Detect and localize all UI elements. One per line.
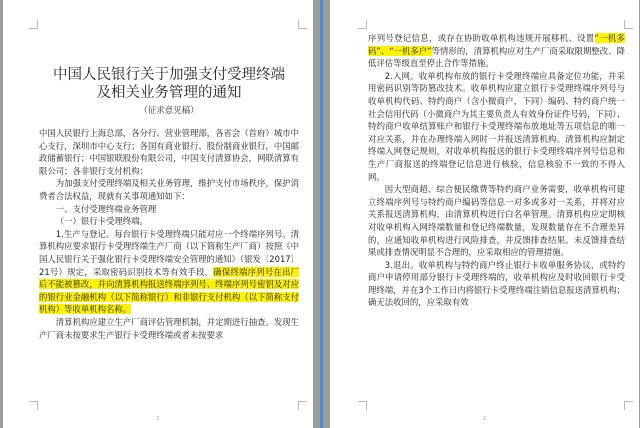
margin-corner-mark: [298, 401, 307, 410]
title-line-2: 及相关业务管理的通知: [96, 85, 242, 101]
paragraph-text: 序列号登记信息，或存在协助收单机构违规开展移机、设置: [368, 33, 595, 43]
body-paragraph-production: [39, 228, 299, 316]
body-paragraph-evaluation: 清算机构应建立生产厂商评估管理机制，并定期进行抽查。发现生产厂商未按要求生产银行卡受理终端或者未按要求: [39, 316, 299, 340]
margin-corner-mark: [358, 401, 367, 410]
document-title: [39, 66, 299, 102]
page-number: 2: [482, 416, 487, 422]
margin-corner-mark: [358, 20, 367, 29]
recipients-paragraph: 中国人民银行上海总部，各分行、营业管理部，各省会（首府）城市中心支行，深圳市中心支行；各国有商业银行、股份制商业银行，中国邮政储蓄银行；中国银联股份有限公司，中国支付清算协会，网联清算有限公司；各非银行支付机构：: [39, 128, 299, 176]
document-subtitle: （征求意见稿）: [139, 106, 199, 116]
document-page-2: [330, 0, 639, 428]
margin-corner-mark: [29, 20, 38, 29]
body-paragraph-whitelist: 因大型商超、综合便民缴费等特约商户业务需要，收单机构可建立终端序列号与特约商户编码等信息一对多或多对一关系，并将对应关系报送清算机构，由清算机构进行白名单管理。清算机构应定期核对收单机构入网终端数量和登记终端数量，发现数量存在不合理差异的，应通知收单机构进行风险排查，并反馈排查结果。未反馈排查结果或排查情况明显不合理的，应采取相应的管理措施。: [368, 184, 625, 258]
intro-paragraph: 为加强支付受理终端及相关业务管理，维护支付市场秩序，保护消费者合法权益，现就有关事项通知如下：: [39, 178, 299, 201]
margin-corner-mark: [29, 401, 38, 410]
body-paragraph-network-entry: 2.入网。收单机构布放的银行卡受理终端应具备定位功能，并采用密码识别等防篡改技术。收单机构应建立银行卡受理终端序列号与收单机构代码、特约商户（含小微商户，下同）编码、特约商户统一社会信用代码（小微商户为其主要负责人有效身份证件号码，下同）、特约商户收单结算账户和银行卡受理终端布放地址等五项信息的唯一对应关系，并在办理终端入网时一并报送清算机构。清算机构应制定终端入网登记规则，对收单机构报送的银行卡受理终端序列号信息和生产厂商报送的终端登记信息进行核验，信息核验不一致的不得入网。: [368, 70, 625, 182]
paragraph-text: 1.生产与登记。每台银行卡受理终端只能对应一个终端序列号。清算机构应要求银行卡受理终端生产厂商（以下简称生产厂商）按照《中国人民银行关于强化银行卡受理终端安全管理的通知》（银发〔2017〕21号）规定，采取密码识别技术等有效手段，: [39, 228, 299, 277]
title-line-1: 中国人民银行关于加强支付受理终端: [53, 67, 285, 83]
body-paragraph-exit: 3.退出。收单机构与特约商户终止银行卡收单服务协议，或特约商户申请停用部分银行卡受理终端的，收单机构应及时收回银行卡受理终端，并在3个工作日内将银行卡受理终端注销信息报送清算机构；确无法收回的，应采取有效: [368, 259, 625, 308]
subsection-heading: （一）银行卡受理终端。: [55, 216, 148, 227]
selection-indicator: [320, 0, 323, 428]
section-heading: 一、支付受理终端业务管理: [55, 203, 157, 214]
document-page-1: [3, 0, 313, 428]
margin-corner-mark: [624, 401, 633, 410]
paragraph-text: 等情形的，清算机构应对生产厂商采取限期整改、降低评估等级直至停止合作等措施。: [368, 45, 625, 69]
page-number: 1: [156, 416, 160, 422]
margin-corner-mark: [624, 20, 633, 29]
highlighted-text: “一机多码”、“一机多户”: [368, 33, 626, 56]
margin-corner-mark: [298, 20, 307, 29]
body-paragraph-continuation: [368, 32, 625, 70]
highlighted-text: 确保终端序列号在出厂后不能被篡改，并向清算机构报送终端序列号、终端序列号密钥及对应的银行业金融机构（以下简称银行）和非银行支付机构（以下简称支付机构）等收单机构名称。: [39, 266, 300, 315]
